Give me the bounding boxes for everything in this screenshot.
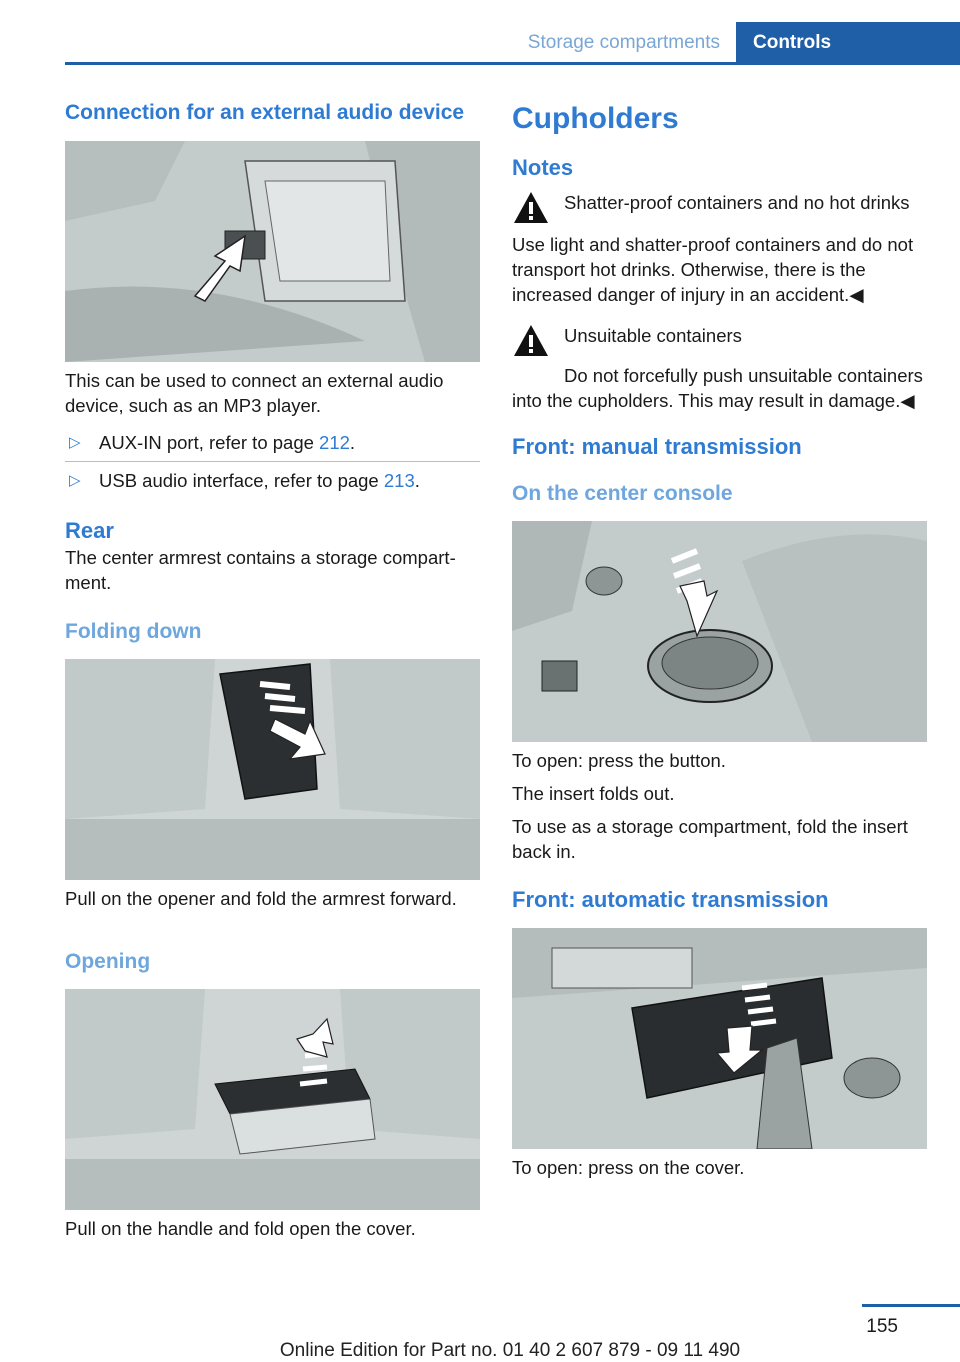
warning-note xyxy=(512,323,930,359)
opening-heading: Opening xyxy=(65,950,151,973)
triangle-bullet-icon: ▷ xyxy=(69,434,81,451)
manual-insert-text: The insert folds out. xyxy=(512,783,675,804)
left-column xyxy=(65,100,480,1241)
cupholders-heading: Cupholders xyxy=(512,102,679,135)
rear-heading: Rear xyxy=(65,518,114,543)
center-console-heading: On the center console xyxy=(512,482,733,505)
page-link[interactable]: 213 xyxy=(383,470,415,491)
manual-cupholder-illustration xyxy=(512,521,927,742)
opening-illustration xyxy=(65,989,480,1210)
warning-triangle-icon xyxy=(512,323,550,359)
notes-heading: Notes xyxy=(512,155,574,180)
list-divider xyxy=(65,461,480,462)
warning-triangle-icon xyxy=(512,190,550,226)
page-header xyxy=(65,22,960,65)
automatic-cupholder-illustration xyxy=(512,928,927,1149)
right-column xyxy=(512,100,930,1180)
page-link[interactable]: 212 xyxy=(319,432,350,453)
page-number: 155 xyxy=(866,1316,898,1337)
warning-text: Use light and shatter-proof containers and do not transport hot drinks. Otherwise, there is the increased danger of injury in an accident.◀ xyxy=(512,234,914,305)
ext-audio-text: This can be used to connect an external audio device, such as an MP3 player. xyxy=(65,370,444,416)
list-item: ▷ USB audio interface, refer to page 213. xyxy=(69,470,420,491)
ext-audio-list xyxy=(65,430,480,493)
warning-note xyxy=(512,190,930,226)
manual-transmission-heading: Front: manual transmission xyxy=(512,434,802,459)
warning-title: Shatter-proof containers and no hot drinks xyxy=(564,192,910,213)
manual-storage-text: To use as a storage compartment, fold the insert back in. xyxy=(512,816,908,862)
automatic-open-text: To open: press on the cover. xyxy=(512,1157,745,1178)
folding-down-text: Pull on the opener and fold the armrest forward. xyxy=(65,888,457,909)
list-item: ▷ AUX-IN port, refer to page 212. xyxy=(69,432,356,453)
warning-title: Unsuitable containers xyxy=(564,325,742,346)
footer-rule xyxy=(862,1304,960,1307)
ext-audio-heading: Connection for an external audio device xyxy=(65,101,465,124)
header-chapter-tab: Controls xyxy=(736,22,960,62)
opening-text: Pull on the handle and fold open the cover. xyxy=(65,1218,416,1239)
ext-audio-illustration xyxy=(65,141,480,362)
folding-down-heading: Folding down xyxy=(65,620,202,643)
automatic-transmission-heading: Front: automatic transmission xyxy=(512,887,829,912)
warning-text: Do not forcefully push unsuitable containers into the cupholders. This may result in damage.◀ xyxy=(512,365,923,411)
manual-open-text: To open: press the button. xyxy=(512,750,726,771)
edition-footer: Online Edition for Part no. 01 40 2 607 879 - 09 11 490 xyxy=(279,1340,741,1361)
header-section-title: Storage compartments xyxy=(527,32,720,53)
rear-text: The center armrest contains a storage compartment. xyxy=(65,547,456,593)
triangle-bullet-icon: ▷ xyxy=(69,472,81,489)
folding-down-illustration xyxy=(65,659,480,880)
